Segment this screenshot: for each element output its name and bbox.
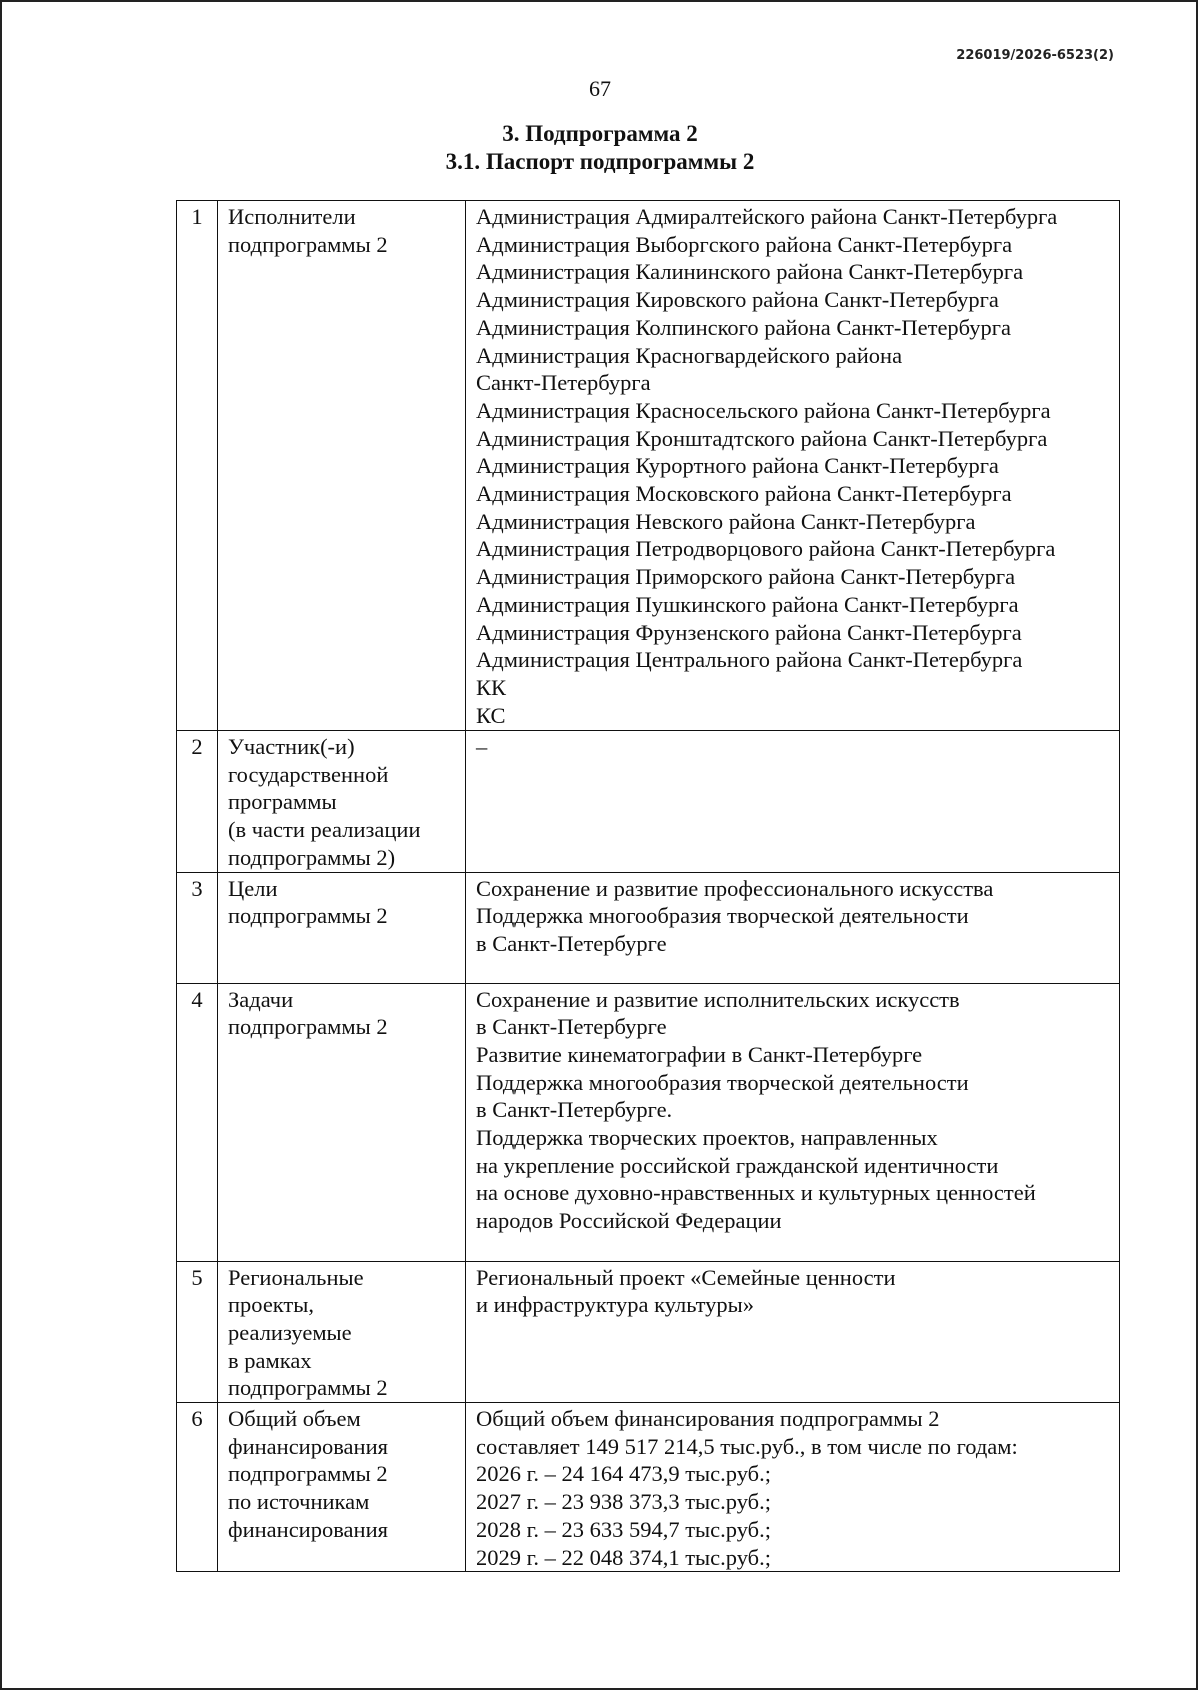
label-line: государственной xyxy=(228,761,389,787)
content-line: 2026 г. – 24 164 473,9 тыс.руб.; xyxy=(476,1461,771,1487)
row-label xyxy=(218,1403,466,1572)
content-line: 2029 г. – 22 048 374,1 тыс.руб.; xyxy=(476,1544,771,1570)
label-line: Цели xyxy=(228,875,278,901)
row-number: 1 xyxy=(177,201,218,731)
document-registration-number: 226019/2026-6523(2) xyxy=(956,48,1114,63)
content-line: на основе духовно-нравственных и культурных ценностей xyxy=(476,1180,1036,1206)
content-line: Администрация Приморского района Санкт-Петербурга xyxy=(476,564,1016,590)
label-line: подпрограммы 2 xyxy=(228,231,388,257)
content-line: Региональный проект «Семейные ценности xyxy=(476,1264,896,1290)
page-number: 67 xyxy=(589,76,611,101)
content-line: КК xyxy=(476,674,507,700)
row-content xyxy=(466,1261,1120,1403)
content-line: Администрация Московского района Санкт-Петербурга xyxy=(476,481,1012,507)
content-line: Администрация Красносельского района Санкт-Петербурга xyxy=(476,397,1051,423)
content-line: Администрация Курортного района Санкт-Петербурга xyxy=(476,453,999,479)
label-line: финансирования xyxy=(228,1516,388,1542)
content-line: и инфраструктура культуры» xyxy=(476,1292,755,1318)
row-label xyxy=(218,731,466,873)
row-content xyxy=(466,1403,1120,1572)
content-line: 2027 г. – 23 938 373,3 тыс.руб.; xyxy=(476,1489,771,1515)
row-number: 4 xyxy=(177,983,218,1261)
label-line: проекты, xyxy=(228,1292,315,1318)
content-line: Администрация Адмиралтейского района Санкт-Петербурга xyxy=(476,204,1058,229)
content-line: Администрация Фрунзенского района Санкт-Петербурга xyxy=(476,619,1022,645)
row-label xyxy=(218,872,466,983)
label-line: Исполнители xyxy=(228,204,356,229)
content-line: в Санкт-Петербурге. xyxy=(476,1097,673,1123)
label-line: по источникам xyxy=(228,1489,370,1515)
table-row xyxy=(177,983,1120,1261)
label-line: Задачи xyxy=(228,986,294,1012)
label-line: подпрограммы 2 xyxy=(228,903,388,929)
row-label xyxy=(218,983,466,1261)
content-line: в Санкт-Петербурге xyxy=(476,930,667,956)
row-number: 6 xyxy=(177,1403,218,1572)
content-line: Администрация Невского района Санкт-Петербурга xyxy=(476,508,976,534)
row-content xyxy=(466,731,1120,873)
row-number: 2 xyxy=(177,731,218,873)
content-line: 2028 г. – 23 633 594,7 тыс.руб.; xyxy=(476,1516,771,1542)
label-line: программы xyxy=(228,789,337,815)
content-line: Санкт-Петербурга xyxy=(476,370,651,396)
section-title xyxy=(0,120,1200,176)
content-line: Администрация Колпинского района Санкт-Петербурга xyxy=(476,314,1011,340)
table-row xyxy=(177,872,1120,983)
content-line: КС xyxy=(476,702,506,728)
content-line: – xyxy=(476,734,488,759)
row-number: 5 xyxy=(177,1261,218,1403)
content-line: Администрация Красногвардейского района xyxy=(476,342,903,368)
content-line: Администрация Кировского района Санкт-Петербурга xyxy=(476,287,999,313)
content-line: Развитие кинематографии в Санкт-Петербурге xyxy=(476,1041,923,1067)
content-line: Поддержка многообразия творческой деятельности xyxy=(476,903,969,929)
content-line: Администрация Выборгского района Санкт-Петербурга xyxy=(476,231,1013,257)
label-line: подпрограммы 2 xyxy=(228,1014,388,1040)
passport-table xyxy=(176,200,1120,1572)
content-line: составляет 149 517 214,5 тыс.руб., в том числе по годам: xyxy=(476,1433,1018,1459)
label-line: Общий объем xyxy=(228,1406,361,1432)
label-line: Региональные xyxy=(228,1264,364,1290)
label-line: финансирования xyxy=(228,1433,388,1459)
row-label xyxy=(218,1261,466,1403)
row-content xyxy=(466,201,1120,731)
row-content xyxy=(466,983,1120,1261)
table-row xyxy=(177,731,1120,873)
content-line: Администрация Петродворцового района Санкт-Петербурга xyxy=(476,536,1056,562)
label-line: в рамках xyxy=(228,1347,312,1373)
content-line: Сохранение и развитие исполнительских искусств xyxy=(476,986,960,1012)
content-line: Администрация Центрального района Санкт-Петербурга xyxy=(476,647,1023,673)
label-line: подпрограммы 2 xyxy=(228,1461,388,1487)
title-line-subprogram: 3. Подпрограмма 2 xyxy=(502,121,698,146)
row-content xyxy=(466,872,1120,983)
content-line: Сохранение и развитие профессионального искусства xyxy=(476,875,994,901)
label-line: подпрограммы 2) xyxy=(228,844,396,870)
label-line: реализуемые xyxy=(228,1319,352,1345)
title-line-passport: 3.1. Паспорт подпрограммы 2 xyxy=(445,149,755,174)
content-line: Администрация Калининского района Санкт-Петербурга xyxy=(476,259,1024,285)
label-line: Участник(-и) xyxy=(228,734,355,759)
content-line: в Санкт-Петербурге xyxy=(476,1014,667,1040)
label-line: подпрограммы 2 xyxy=(228,1375,388,1401)
content-line: народов Российской Федерации xyxy=(476,1208,782,1234)
content-line: Администрация Кронштадтского района Санкт-Петербурга xyxy=(476,425,1048,451)
content-line: на укрепление российской гражданской идентичности xyxy=(476,1152,999,1178)
label-line: (в части реализации xyxy=(228,817,421,843)
table-row xyxy=(177,1403,1120,1572)
row-label xyxy=(218,201,466,731)
table-row xyxy=(177,1261,1120,1403)
table-row xyxy=(177,201,1120,731)
row-number: 3 xyxy=(177,872,218,983)
content-line: Поддержка многообразия творческой деятельности xyxy=(476,1069,969,1095)
content-line: Поддержка творческих проектов, направленных xyxy=(476,1125,938,1151)
content-line: Общий объем финансирования подпрограммы 2 xyxy=(476,1406,940,1432)
content-line: Администрация Пушкинского района Санкт-Петербурга xyxy=(476,591,1019,617)
